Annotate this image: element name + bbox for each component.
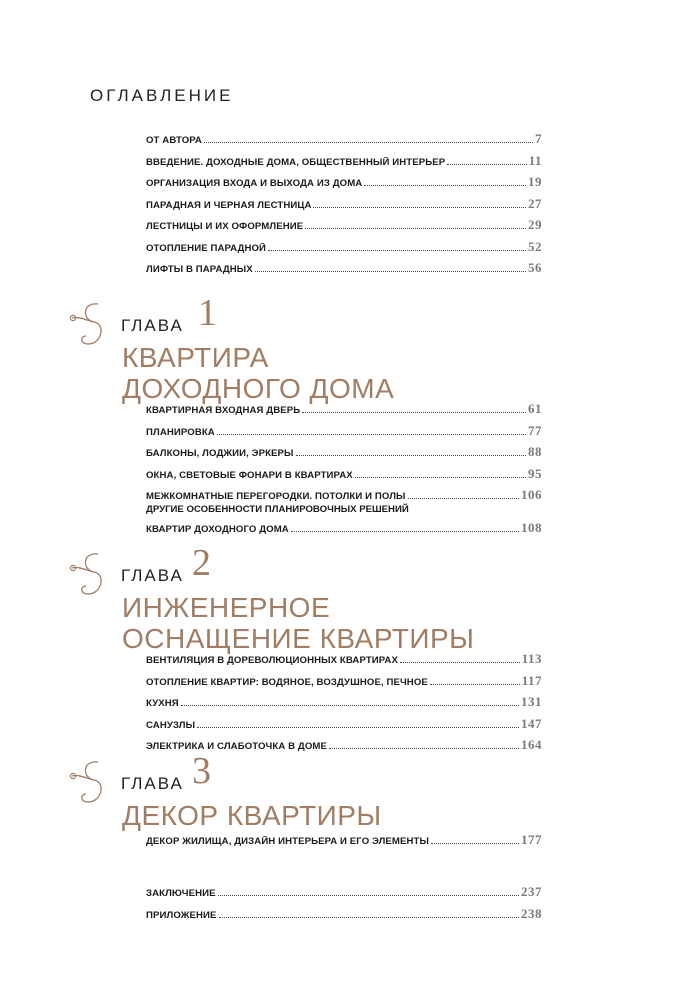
toc-entry-title: ОТОПЛЕНИЕ КВАРТИР: ВОДЯНОЕ, ВОЗДУШНОЕ, ПЕЧНОЕ [146, 676, 428, 688]
chapter-heading [68, 292, 628, 346]
dot-leader [313, 207, 526, 208]
chapter-1 [68, 292, 628, 404]
toc-entry[interactable] [146, 196, 542, 218]
toc-page-number: 29 [528, 217, 542, 232]
page-title: ОГЛАВЛЕНИЕ [90, 86, 234, 105]
toc-entry[interactable] [146, 694, 542, 716]
toc-entry[interactable] [146, 444, 542, 466]
chapter-title-line: ИНЖЕНЕРНОЕ [122, 592, 331, 623]
toc-entry-title: ОТ АВТОРА [146, 135, 202, 146]
dot-leader [296, 455, 526, 456]
toc-entry[interactable] [146, 466, 542, 488]
toc-page-number: 177 [521, 832, 542, 847]
flourish-icon [68, 298, 112, 350]
dot-leader [355, 477, 526, 478]
chapter-label: ГЛАВА [121, 316, 184, 335]
toc-entry-title: ОТОПЛЕНИЕ ПАРАДНОЙ [146, 242, 267, 254]
toc-entry-title: ОКНА, СВЕТОВЫЕ ФОНАРИ В КВАРТИРАХ [146, 469, 353, 481]
toc-page-number: 95 [528, 465, 542, 481]
toc-entry-title: ПРИЛОЖЕНИЕ [146, 909, 217, 921]
outro-toc [146, 884, 542, 927]
toc-page-number: 237 [521, 884, 542, 899]
dot-leader [217, 434, 526, 435]
toc-entry-title: ПАРАДНАЯ И ЧЕРНАЯ ЛЕСТНИЦА [146, 199, 312, 211]
toc-entry-title: КВАРТИР ДОХОДНОГО ДОМА [146, 524, 289, 535]
toc-entry-title: ДЕКОР ЖИЛИЩА, ДИЗАЙН ИНТЕРЬЕРА И ЕГО ЭЛЕМЕНТЫ [146, 836, 429, 847]
toc-page-number: 164 [521, 737, 542, 752]
toc-entry[interactable] [146, 906, 542, 928]
chapter-label: ГЛАВА [121, 566, 184, 585]
toc-page-number: 131 [521, 694, 542, 709]
dot-leader [291, 531, 519, 532]
toc-entry-title: ПЛАНИРОВКА [146, 426, 215, 438]
toc-entry[interactable] [146, 217, 542, 239]
dot-leader [255, 271, 526, 272]
toc-page-number: 19 [528, 174, 542, 189]
toc-page-number: 11 [528, 152, 542, 168]
toc-entry[interactable] [146, 832, 542, 854]
chapter-title-line: ДЕКОР КВАРТИРЫ [122, 800, 382, 831]
dot-leader [268, 250, 526, 251]
toc-entry[interactable] [146, 487, 542, 504]
toc-entry-title: ЛЕСТНИЦЫ И ИХ ОФОРМЛЕНИЕ [146, 221, 304, 232]
toc-page-number: 61 [528, 401, 542, 416]
chapter-title-line: КВАРТИРА [122, 342, 269, 373]
toc-page-number: 88 [528, 444, 542, 459]
flourish-icon [68, 548, 112, 600]
toc-entry[interactable] [146, 884, 542, 906]
toc-entry[interactable] [146, 520, 542, 542]
dot-leader [181, 705, 519, 706]
toc-entry[interactable] [146, 651, 542, 673]
toc-entry-title: ВЕНТИЛЯЦИЯ В ДОРЕВОЛЮЦИОННЫХ КВАРТИРАХ [146, 655, 398, 666]
dot-leader [364, 185, 526, 186]
toc-page-number: 108 [521, 520, 542, 535]
toc-entry-title: ОРГАНИЗАЦИЯ ВХОДА И ВЫХОДА ИЗ ДОМА [146, 178, 363, 189]
chapter-label: ГЛАВА [121, 774, 184, 793]
dot-leader [408, 498, 519, 499]
dot-leader [302, 412, 526, 413]
chapter-number: 2 [192, 542, 211, 584]
chapter-heading [68, 750, 628, 804]
toc-page-number: 56 [528, 260, 542, 275]
chapter-1-toc [146, 401, 542, 542]
toc-entry-title: ЗАКЛЮЧЕНИЕ [146, 888, 216, 899]
dot-leader [204, 142, 533, 143]
toc-page-number: 27 [528, 195, 542, 211]
toc-entry-title: МЕЖКОМНАТНЫЕ ПЕРЕГОРОДКИ. ПОТОЛКИ И ПОЛЫ [146, 491, 406, 502]
toc-page-number: 117 [521, 672, 542, 688]
dot-leader [218, 895, 519, 896]
chapter-title-line: ОСНАЩЕНИЕ КВАРТИРЫ [122, 623, 475, 654]
toc-entry-title: ВВЕДЕНИЕ. ДОХОДНЫЕ ДОМА, ОБЩЕСТВЕННЫЙ ИНТЕРЬЕР [146, 156, 446, 168]
dot-leader [431, 843, 519, 844]
toc-entry-title: ЭЛЕКТРИКА И СЛАБОТОЧКА В ДОМЕ [146, 741, 328, 752]
dot-leader [197, 727, 519, 728]
dot-leader [305, 228, 526, 229]
toc-page-number: 238 [521, 905, 542, 921]
chapter-number: 3 [192, 750, 211, 792]
toc-entry[interactable] [146, 401, 542, 423]
chapter-3-toc [146, 832, 542, 854]
chapter-2 [68, 542, 628, 654]
toc-entry[interactable] [146, 673, 542, 695]
dot-leader [400, 662, 520, 663]
toc-page-number: 7 [535, 131, 542, 146]
chapter-title-line: ДОХОДНОГО ДОМА [122, 373, 395, 404]
toc-entry[interactable] [146, 153, 542, 175]
dot-leader [430, 684, 520, 685]
toc-page-number: 52 [528, 238, 542, 254]
toc-entry-title: БАЛКОНЫ, ЛОДЖИИ, ЭРКЕРЫ [146, 448, 294, 459]
toc-entry-title: ЛИФТЫ В ПАРАДНЫХ [146, 264, 253, 275]
toc-entry[interactable] [146, 260, 542, 282]
dot-leader [219, 917, 519, 918]
intro-toc [146, 131, 542, 282]
toc-entry[interactable] [146, 239, 542, 261]
toc-entry-title: САНУЗЛЫ [146, 719, 196, 731]
toc-entry[interactable] [146, 174, 542, 196]
toc-page-number: 147 [521, 715, 542, 731]
toc-entry[interactable] [146, 423, 542, 445]
dot-leader [447, 164, 526, 165]
flourish-icon [68, 756, 112, 808]
chapter-heading [68, 542, 628, 596]
toc-page-number: 77 [528, 422, 542, 438]
toc-entry[interactable] [146, 716, 542, 738]
toc-page-number: 106 [521, 487, 542, 502]
toc-entry-title: КВАРТИРНАЯ ВХОДНАЯ ДВЕРЬ [146, 405, 301, 416]
toc-entry-title-line1: ДРУГИЕ ОСОБЕННОСТИ ПЛАНИРОВОЧНЫХ РЕШЕНИЙ [146, 504, 409, 515]
chapter-3 [68, 750, 628, 831]
toc-entry-title: КУХНЯ [146, 698, 179, 709]
dot-leader [329, 748, 519, 749]
chapter-2-toc [146, 651, 542, 759]
toc-entry[interactable] [146, 131, 542, 153]
chapter-number: 1 [198, 292, 217, 334]
toc-page-number: 113 [521, 651, 542, 666]
